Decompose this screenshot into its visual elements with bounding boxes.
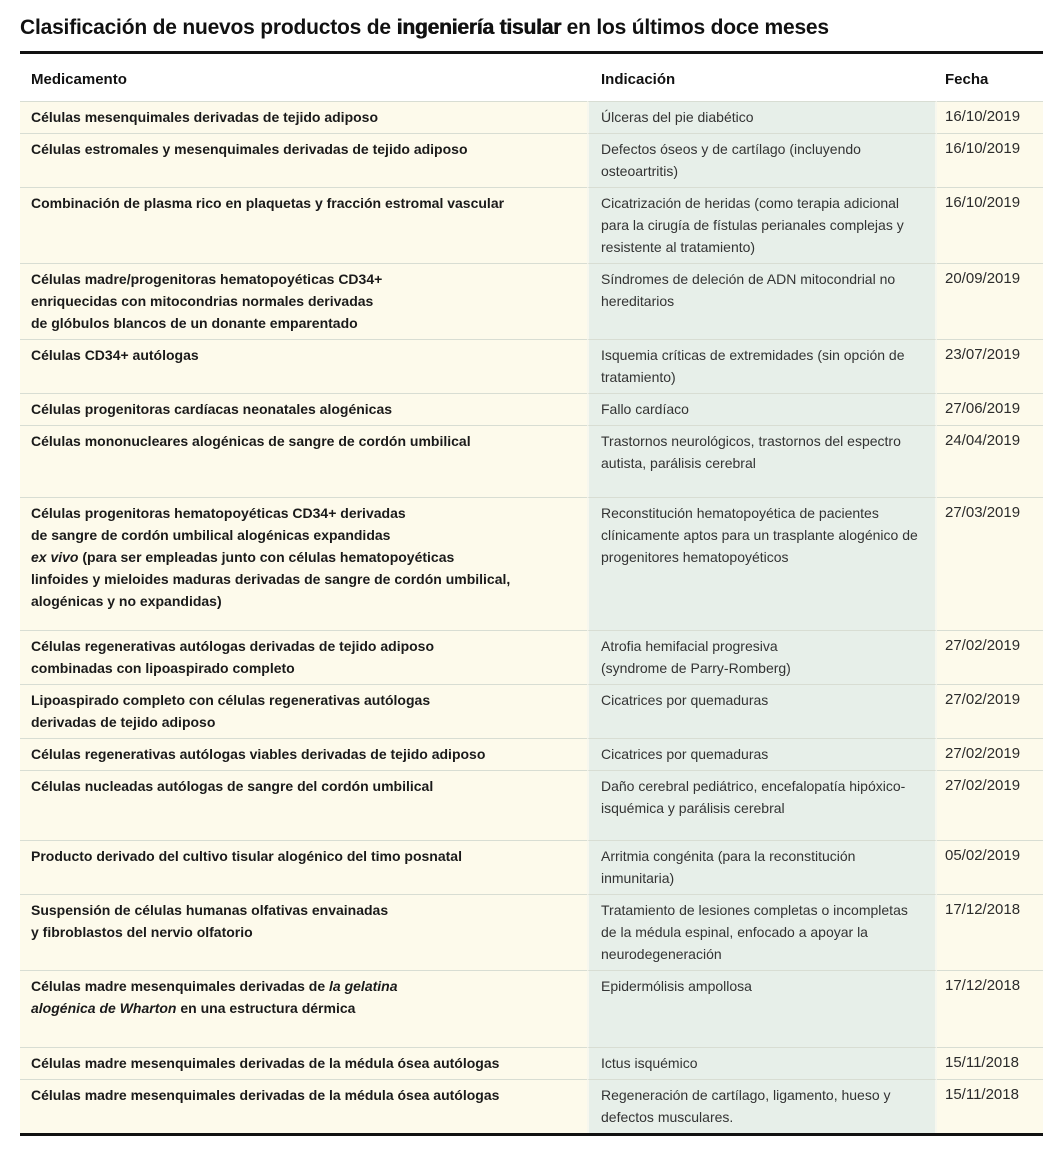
- cell-fecha: 17/12/2018: [937, 894, 1043, 970]
- cell-medicamento: Células regenerativas autólogas viables derivadas de tejido adiposo: [20, 738, 587, 770]
- cell-fecha: 05/02/2019: [937, 840, 1043, 894]
- cell-indicacion: Isquemia críticas de extremidades (sin opción de tratamiento): [587, 339, 937, 393]
- cell-medicamento: Células madre mesenquimales derivadas de la médula ósea autólogas: [20, 1047, 587, 1079]
- table-row: [20, 684, 1043, 738]
- cell-fecha: 20/09/2019: [937, 263, 1043, 339]
- column-header-indicacion: Indicación: [601, 71, 676, 88]
- cell-fecha: 16/10/2019: [937, 101, 1043, 133]
- cell-medicamento: Células mesenquimales derivadas de tejido adiposo: [20, 101, 587, 133]
- table-row: [20, 1079, 1043, 1133]
- column-header-fecha: Fecha: [945, 71, 989, 88]
- cell-medicamento: Células progenitoras cardíacas neonatales alogénicas: [20, 393, 587, 425]
- column-header-medicamento: Medicamento: [31, 71, 127, 88]
- cell-indicacion: Regeneración de cartílago, ligamento, hueso y defectos musculares.: [587, 1079, 937, 1133]
- cell-medicamento: Producto derivado del cultivo tisular alogénico del timo posnatal: [20, 840, 587, 894]
- cell-medicamento: Células nucleadas autólogas de sangre del cordón umbilical: [20, 770, 587, 840]
- cell-fecha: 16/10/2019: [937, 133, 1043, 187]
- cell-medicamento: Suspensión de células humanas olfativas envainadas y fibroblastos del nervio olfatorio: [20, 894, 587, 970]
- cell-fecha: 27/06/2019: [937, 393, 1043, 425]
- title-prefix: Clasificación de nuevos productos de: [20, 16, 397, 39]
- cell-fecha: 17/12/2018: [937, 970, 1043, 1047]
- cell-medicamento: Células madre/progenitoras hematopoyéticas CD34+ enriquecidas con mitocondrias normales derivadas de glóbulos blancos de un donante emparentado: [20, 263, 587, 339]
- cell-indicacion: Trastornos neurológicos, trastornos del espectro autista, parálisis cerebral: [587, 425, 937, 497]
- cell-indicacion: Ictus isquémico: [587, 1047, 937, 1079]
- cell-fecha: 15/11/2018: [937, 1079, 1043, 1133]
- table-body: [20, 101, 1043, 1133]
- table-row: [20, 187, 1043, 263]
- cell-medicamento: Lipoaspirado completo con células regenerativas autólogas derivadas de tejido adiposo: [20, 684, 587, 738]
- cell-indicacion: Defectos óseos y de cartílago (incluyendo osteoartritis): [587, 133, 937, 187]
- table-row: [20, 1047, 1043, 1079]
- table-row: [20, 970, 1043, 1047]
- cell-indicacion: Epidermólisis ampollosa: [587, 970, 937, 1047]
- table-row: [20, 263, 1043, 339]
- cell-medicamento: Combinación de plasma rico en plaquetas y fracción estromal vascular: [20, 187, 587, 263]
- table-row: [20, 339, 1043, 393]
- table-row: [20, 133, 1043, 187]
- cell-medicamento: Células madre mesenquimales derivadas de la médula ósea autólogas: [20, 1079, 587, 1133]
- cell-medicamento: Células estromales y mesenquimales derivadas de tejido adiposo: [20, 133, 587, 187]
- cell-fecha: 27/02/2019: [937, 738, 1043, 770]
- cell-medicamento: Células madre mesenquimales derivadas de la gelatina alogénica de Wharton en una estructura dérmica: [20, 970, 587, 1047]
- cell-indicacion: Tratamiento de lesiones completas o incompletas de la médula espinal, enfocado a apoyar la neurodegeneración: [587, 894, 937, 970]
- table-row: [20, 738, 1043, 770]
- table-row: [20, 101, 1043, 133]
- title-suffix: en los últimos doce meses: [560, 16, 829, 39]
- cell-fecha: 23/07/2019: [937, 339, 1043, 393]
- table-row: [20, 894, 1043, 970]
- table-row: [20, 497, 1043, 630]
- cell-indicacion: Síndromes de deleción de ADN mitocondrial no hereditarios: [587, 263, 937, 339]
- table-row: [20, 840, 1043, 894]
- cell-medicamento: Células CD34+ autólogas: [20, 339, 587, 393]
- title-emphasis: ingeniería tisular: [396, 16, 561, 39]
- cell-indicacion: Daño cerebral pediátrico, encefalopatía hipóxico-isquémica y parálisis cerebral: [587, 770, 937, 840]
- cell-fecha: 27/02/2019: [937, 684, 1043, 738]
- cell-fecha: 27/03/2019: [937, 497, 1043, 630]
- cell-fecha: 24/04/2019: [937, 425, 1043, 497]
- table-row: [20, 630, 1043, 684]
- cell-indicacion: Cicatrices por quemaduras: [587, 684, 937, 738]
- cell-indicacion: Cicatrización de heridas (como terapia adicional para la cirugía de fístulas perianales complejas y resistente al tratamiento): [587, 187, 937, 263]
- cell-medicamento: Células regenerativas autólogas derivadas de tejido adiposo combinadas con lipoaspirado completo: [20, 630, 587, 684]
- cell-indicacion: Arritmia congénita (para la reconstitución inmunitaria): [587, 840, 937, 894]
- table-row: [20, 425, 1043, 497]
- cell-fecha: 27/02/2019: [937, 770, 1043, 840]
- cell-medicamento: Células progenitoras hematopoyéticas CD34+ derivadas de sangre de cordón umbilical alogénicas expandidas ex vivo (para ser empleadas junto con células hematopoyéticas linfoides y mieloides maduras derivadas de sangre de cordón umbilical, alogénicas y no expandidas): [20, 497, 587, 630]
- cell-indicacion: Reconstitución hematopoyética de pacientes clínicamente aptos para un trasplante alogénico de progenitores hematopoyéticos: [587, 497, 937, 630]
- cell-fecha: 15/11/2018: [937, 1047, 1043, 1079]
- cell-fecha: 27/02/2019: [937, 630, 1043, 684]
- cell-indicacion: Cicatrices por quemaduras: [587, 738, 937, 770]
- table-header-row: [20, 54, 1043, 101]
- cell-indicacion: Úlceras del pie diabético: [587, 101, 937, 133]
- page-title: [20, 16, 1043, 40]
- cell-fecha: 16/10/2019: [937, 187, 1043, 263]
- table-row: [20, 770, 1043, 840]
- cell-indicacion: Atrofia hemifacial progresiva (syndrome de Parry-Romberg): [587, 630, 937, 684]
- table-row: [20, 393, 1043, 425]
- cell-medicamento: Células mononucleares alogénicas de sangre de cordón umbilical: [20, 425, 587, 497]
- products-table: [20, 54, 1043, 1136]
- cell-indicacion: Fallo cardíaco: [587, 393, 937, 425]
